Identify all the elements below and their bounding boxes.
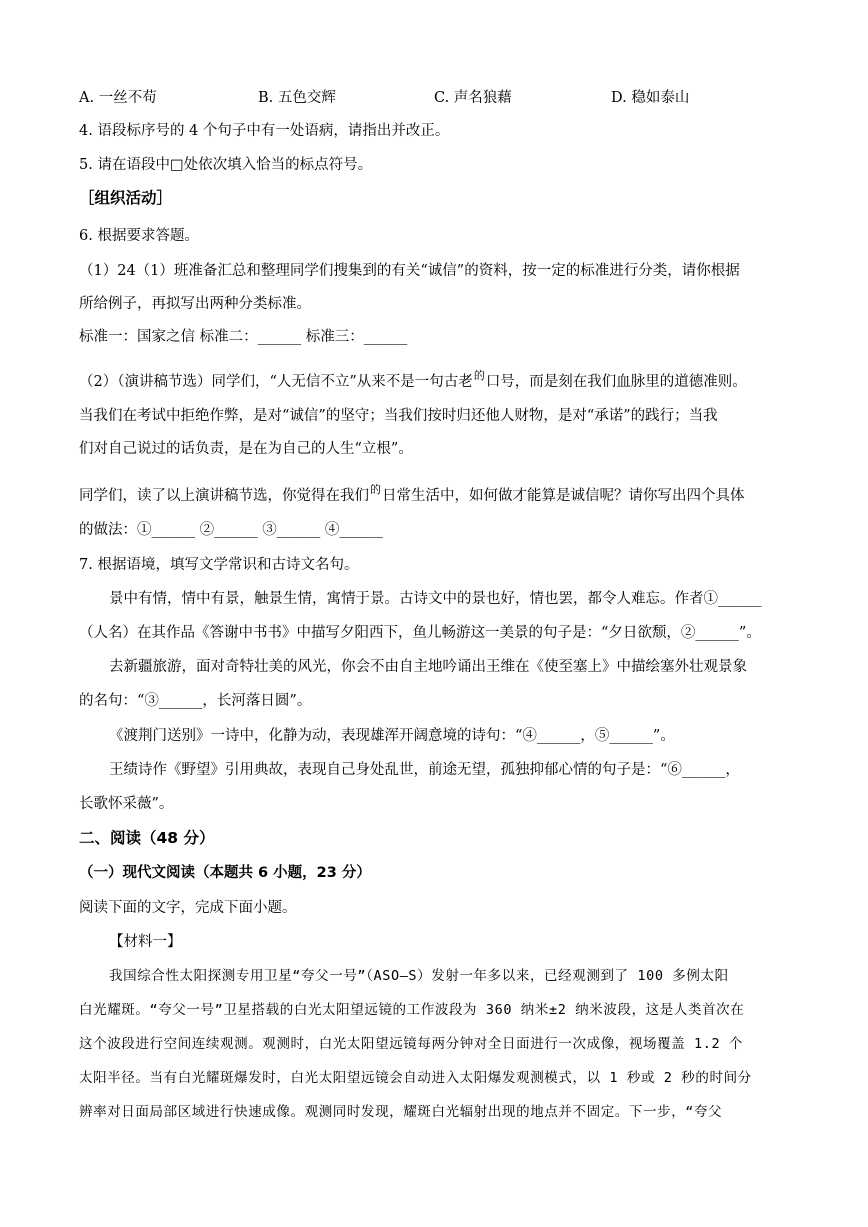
question-5: 5. 请在语段中□处依次填入恰当的标点符号。 xyxy=(79,157,373,173)
q6-part2-line2: 当我们在考试中拒绝作弊，是对“诚信”的坚守；当我们按时归还他人财物，是对“承诺”的践行；当我 xyxy=(79,408,718,424)
q7-para2-line1: 去新疆旅游，面对奇特壮美的风光，你会不由自主地吟诵出王维在《使至塞上》中描绘塞外壮观景象 xyxy=(109,659,747,675)
q6-part1-line2: 所给例子，再拟写出两种分类标准。 xyxy=(79,296,311,312)
q6-part2-line4 xyxy=(79,483,745,507)
question-6: 6. 根据要求答题。 xyxy=(79,228,199,244)
material-1-line4: 太阳半径。当有白光耀斑爆发时，白光太阳望远镜会自动进入太阳爆发观测模式，以 1 秒或 2 秒的时间分 xyxy=(79,1070,752,1086)
q6-part2-line1-end: 口号，而是刻在我们血脉里的道德准则。 xyxy=(485,374,747,390)
subsection-heading-modern-text: （一）现代文阅读（本题共 6 小题，23 分） xyxy=(79,865,371,881)
inserted-de-mark-2: 的 xyxy=(370,483,381,496)
q7-para4-line1: 王绩诗作《野望》引用典故，表现自己身处乱世，前途无望，孤独抑郁心情的句子是：“⑥______， xyxy=(109,762,740,778)
q6-part1-line3: 标准一：国家之信 标准二：______ 标准三：______ xyxy=(79,329,408,345)
q7-para1-line2: （人名）在其作品《答谢中书书》中描写夕阳西下，鱼儿畅游这一美景的句子是：“夕日欲颓，②______”。 xyxy=(79,625,761,641)
material-1-line5: 辨率对日面局部区域进行快速成像。观测同时发现，耀斑白光辐射出现的地点并不固定。下一步，“夸父 xyxy=(79,1104,723,1120)
section-heading-org-activity: ［组织活动］ xyxy=(79,189,173,207)
choice-c: C. 声名狼藉 xyxy=(434,90,512,106)
question-7: 7. 根据语境，填写文学常识和古诗文名句。 xyxy=(79,557,359,573)
material-1-line3: 这个波段进行空间连续观测。观测时，白光太阳望远镜每两分钟对全日面进行一次成像，视场覆盖 1.2 个 xyxy=(79,1036,744,1052)
q6-part1-line1: （1）24（1）班准备汇总和整理同学们搜集到的有关“诚信”的资料，按一定的标准进行分类，请你根据 xyxy=(79,263,740,279)
reading-instruction: 阅读下面的文字，完成下面小题。 xyxy=(79,900,297,916)
material-1-line1: 我国综合性太阳探测专用卫星“夸父一号”（ASO—S）发射一年多以来，已经观测到了 100 多例太阳 xyxy=(109,968,729,984)
q6-part2-answer-blanks: 的做法：①______ ②______ ③______ ④______ xyxy=(79,522,383,538)
question-4: 4. 语段标序号的 4 个句子中有一处语病，请指出并改正。 xyxy=(79,123,450,139)
q7-para2-line2: 的名句：“③______，长河落日圆”。 xyxy=(79,693,312,709)
inserted-de-mark: 的 xyxy=(473,369,485,382)
choice-d: D. 稳如泰山 xyxy=(611,90,690,106)
q7-para3: 《渡荆门送别》一诗中，化静为动，表现雄浑开阔意境的诗句：“④______，⑤______”。 xyxy=(109,728,675,744)
choice-a: A. 一丝不苟 xyxy=(79,90,157,106)
q7-para4-line2: 长歌怀采薇”。 xyxy=(79,796,174,812)
q6-part2-line1 xyxy=(79,369,747,393)
material-1-line2: 白光耀斑。“夸父一号”卫星搭载的白光太阳望远镜的工作波段为 360 纳米±2 纳米波段，这是人类首次在 xyxy=(79,1002,745,1018)
material-1-label: 【材料一】 xyxy=(109,934,182,950)
q6-part2-line4-end: 日常生活中，如何做才能算是诚信呢？请你写出四个具体 xyxy=(382,488,745,504)
choice-b: B. 五色交辉 xyxy=(258,90,336,106)
q7-para1-line1: 景中有情，情中有景，触景生情，寓情于景。古诗文中的景也好，情也罢，都令人难忘。作者①______ xyxy=(109,591,762,607)
q6-part2-line1-start: （2）（演讲稿节选）同学们，“人无信不立”从来不是一句古老 xyxy=(79,374,473,390)
section-heading-reading: 二、阅读（48 分） xyxy=(79,829,215,847)
q6-part2-line3: 们对自己说过的话负责，是在为自己的人生“立根”。 xyxy=(79,441,413,457)
q6-part2-line4-start: 同学们，读了以上演讲稿节选，你觉得在我们 xyxy=(79,488,369,504)
